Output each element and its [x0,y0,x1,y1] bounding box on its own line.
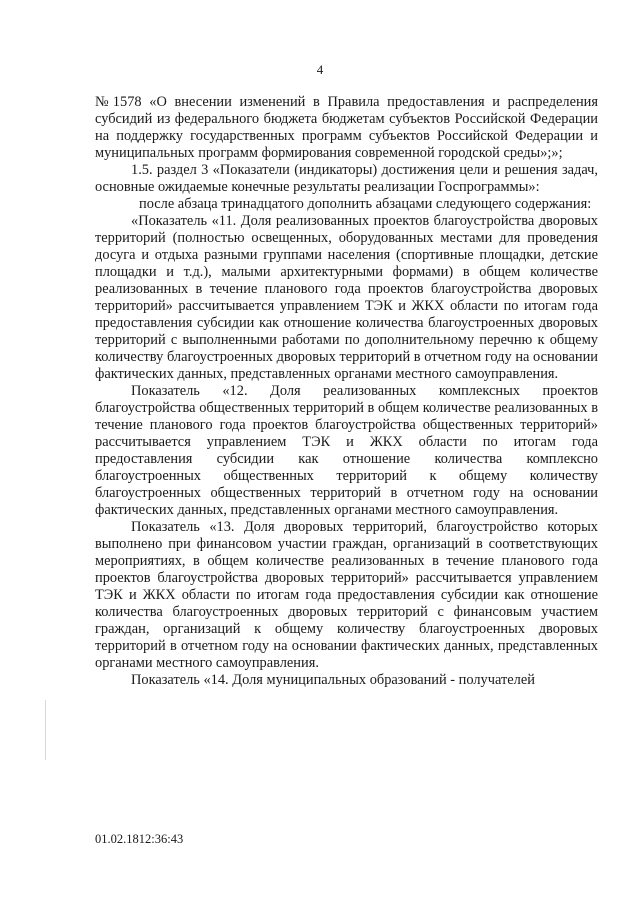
paragraph-section-3-heading: 1.5. раздел 3 «Показатели (индикаторы) достижения цели и решения задач, основные ожидаемые конечные результаты реализации Госпрограммы»: [95,162,598,195]
paragraph-indicator-11: «Показатель «11. Доля реализованных проектов благоустройства дворовых территорий (полностью освещенных, оборудованных местами для проведения досуга и отдыха разными группами населения (спортивные площадки, детские площадки и т.д.), малыми архитектурными формами) в общем количестве реализованных в течение планового года проектов благоустройства дворовых территорий» рассчитывается управлением ТЭК и ЖКХ области по итогам года предоставления субсидии как отношение количества благоустроенных дворовых территорий с выполненными работами по дополнительному перечню к общему количеству благоустроенных дворовых территорий в отчетном году на основании фактических данных, представленных органами местного самоуправления. [95,213,598,382]
scan-artifact-line [45,700,46,760]
page-number: 4 [316,62,324,77]
paragraph-insert-instruction: после абзаца тринадцатого дополнить абзацами следующего содержания: [139,196,592,212]
paragraph-resolution-reference: №1578 «О внесении изменений в Правила предоставления и распределения субсидий из федерального бюджета бюджетам субъектов Российской Федерации на поддержку государственных программ субъектов Российской Федерации и муниципальных программ формирования современной городской среды»;»; [95,94,598,161]
footer-document-code: 01.02.1812:36:43 [95,832,184,846]
paragraph-indicator-12: Показатель «12. Доля реализованных комплексных проектов благоустройства общественных территорий в общем количестве реализованных в течение планового года проектов благоустройства общественных территорий» рассчитывается управлением ТЭК и ЖКХ области по итогам года предоставления субсидии как отношение количества комплексно благоустроенных общественных территорий к общему количеству благоустроенных общественных территорий в отчетном году на основании фактических данных, представленных органами местного самоуправления. [95,383,598,518]
paragraph-indicator-13: Показатель «13. Доля дворовых территорий, благоустройство которых выполнено при финансовом участии граждан, организаций в соответствующих мероприятиях, в общем количестве реализованных в течение планового года проектов благоустройства дворовых территорий» рассчитывается управлением ТЭК и ЖКХ области по итогам года предоставления субсидии как отношение количества благоустроенных дворовых территорий с финансовым участием граждан, организаций к общему количеству благоустроенных дворовых территорий в отчетном году на основании фактических данных, представленных органами местного самоуправления. [95,519,598,671]
document-body [95,94,598,689]
paragraph-indicator-14: Показатель «14. Доля муниципальных образований - получателей [131,672,535,688]
